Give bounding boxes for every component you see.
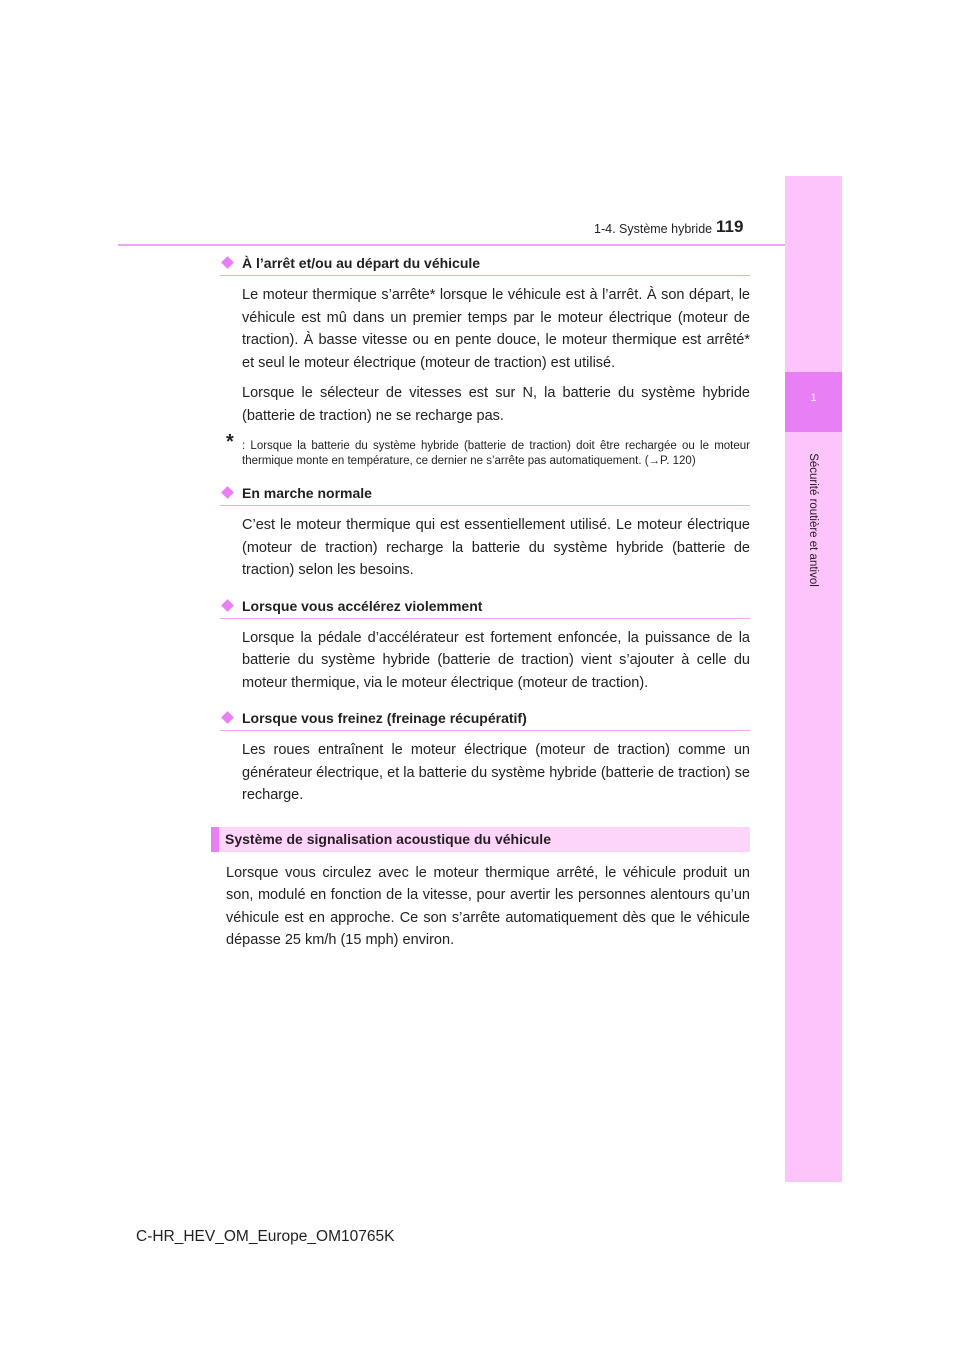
diamond-icon	[221, 486, 234, 499]
section-heading: Système de signalisation acoustique du véhicule	[211, 827, 750, 852]
sub-heading	[220, 596, 750, 619]
chapter-number: 1	[810, 392, 817, 404]
paragraph: Lorsque le sélecteur de vitesses est sur N, la batterie du système hybride (batterie de traction) ne se recharge pas.	[242, 385, 750, 424]
sub-heading	[220, 483, 750, 506]
sub-heading	[220, 253, 750, 276]
footnote	[220, 431, 750, 469]
paragraph: C’est le moteur thermique qui est essentiellement utilisé. Le moteur électrique (moteur de traction) recharge la batterie du système hybride (batterie de traction) selon les besoins.	[242, 517, 750, 578]
sub-heading-text: En marche normale	[242, 485, 372, 501]
sub-heading	[220, 708, 750, 731]
footnote-text: : Lorsque la batterie du système hybride (batterie de traction) doit être rechargée ou le moteur thermique monte en température, ce dernier ne s’arrête pas automatiquement. (→P. 120)	[242, 440, 750, 467]
paragraph: Lorsque vous circulez avec le moteur thermique arrêté, le véhicule produit un son, modulé en fonction de la vitesse, pour avertir les personnes alentours qu’un véhicule est en approche. Ce son s’arrête automatiquement dès que le véhicule dépasse 25 km/h (15 mph) environ.	[226, 864, 750, 948]
sub-heading-text: À l’arrêt et/ou au départ du véhicule	[242, 255, 481, 271]
page-content	[220, 253, 750, 952]
sub-heading-text: Lorsque vous freinez (freinage récupératif)	[242, 710, 527, 726]
header-section: 1-4. Système hybride	[594, 222, 713, 236]
diamond-icon	[221, 711, 234, 724]
paragraph: Les roues entraînent le moteur électrique (moteur de traction) comme un générateur électrique, et la batterie du système hybride (batterie de traction) se recharge.	[242, 742, 750, 803]
page-number: 119	[716, 217, 744, 236]
diamond-icon	[221, 599, 234, 612]
sub-heading-text: Lorsque vous accélérez violemment	[242, 597, 483, 614]
header-divider	[118, 244, 785, 246]
paragraph: Lorsque la pédale d’accélérateur est fortement enfoncée, la puissance de la batterie du système hybride (batterie de traction) vient s’ajouter à celle du moteur thermique, via le moteur électrique (moteur de traction).	[242, 629, 750, 691]
footnote-mark: *	[226, 431, 234, 453]
document-id: C-HR_HEV_OM_Europe_OM10765K	[136, 1228, 395, 1245]
chapter-sidebar	[785, 176, 842, 1182]
paragraph: Le moteur thermique s’arrête* lorsque le véhicule est à l’arrêt. À son départ, le véhicule est mû dans un premier temps par le moteur électrique (moteur de traction). À basse vitesse ou en pente douce, le moteur thermique est arrêté* et seul le moteur électrique (moteur de traction) est utilisé.	[242, 287, 750, 371]
chapter-title: Sécurité routière et antivol	[807, 453, 819, 587]
diamond-icon	[221, 256, 234, 269]
